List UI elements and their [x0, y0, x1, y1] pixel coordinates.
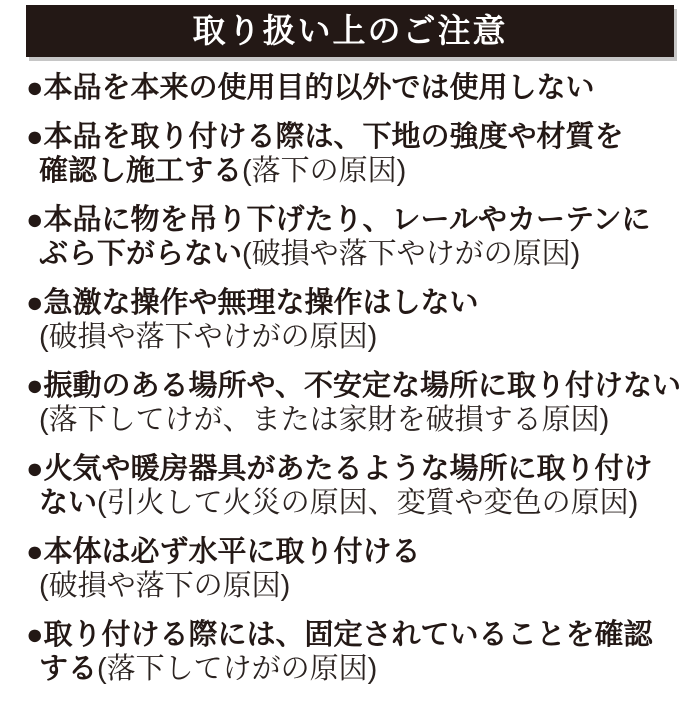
caution-cause-text: (破損や落下の原因) — [39, 570, 291, 602]
caution-item — [26, 120, 700, 188]
caution-item — [26, 203, 700, 271]
caution-line-2 — [26, 569, 700, 603]
caution-text-bold: 振動のある場所や、不安定な場所に取り付けない — [43, 370, 681, 402]
caution-line-2 — [26, 652, 700, 686]
page-title: 取り扱い上のご注意 — [192, 12, 508, 49]
caution-text-bold: 取り付ける際には、固定されていることを確認 — [43, 619, 653, 651]
caution-cause-text: (破損や落下やけがの原因) — [242, 238, 581, 270]
caution-item — [26, 618, 700, 686]
bullet-icon: ● — [26, 204, 44, 236]
bullet-icon: ● — [26, 453, 44, 485]
caution-line-1 — [26, 618, 700, 652]
caution-line-1 — [26, 203, 700, 237]
caution-text-bold: ない — [39, 487, 98, 519]
caution-line-1 — [26, 120, 700, 154]
caution-line-2 — [26, 320, 700, 354]
caution-line-2 — [26, 403, 700, 437]
bullet-icon: ● — [26, 536, 44, 568]
caution-text-bold: 本体は必ず水平に取り付ける — [43, 536, 421, 568]
caution-text-bold: 火気や暖房器具があたるような場所に取り付け — [43, 453, 653, 485]
caution-line-1 — [26, 369, 700, 403]
caution-cause-text: (落下してけが、または家財を破損する原因) — [39, 404, 610, 436]
bullet-icon: ● — [26, 121, 44, 153]
bullet-icon: ● — [26, 287, 44, 319]
caution-cause-text: (落下してけがの原因) — [97, 653, 378, 685]
caution-cause-text: (破損や落下やけがの原因) — [39, 321, 378, 353]
caution-item — [26, 286, 700, 354]
caution-line-1 — [26, 535, 700, 569]
caution-item — [26, 71, 700, 105]
bullet-icon: ● — [26, 370, 44, 402]
caution-item — [26, 452, 700, 520]
bullet-icon: ● — [26, 619, 44, 651]
caution-cause-text: (落下の原因) — [242, 155, 407, 187]
caution-text-bold: する — [39, 653, 98, 685]
caution-text-bold: 本品に物を吊り下げたり、レールやカーテンに — [43, 204, 651, 236]
caution-line-2 — [26, 237, 700, 271]
caution-cause-text: (引火して火災の原因、変質や変色の原因) — [97, 487, 639, 519]
bullet-icon: ● — [26, 72, 44, 104]
caution-line-2 — [26, 154, 700, 188]
caution-title-bar — [26, 5, 674, 57]
caution-item — [26, 535, 700, 603]
caution-text-bold: 本品を取り付ける際は、下地の強度や材質を — [43, 121, 624, 153]
caution-text-bold: 本品を本来の使用目的以外では使用しない — [43, 72, 595, 104]
caution-list — [26, 71, 700, 686]
caution-line-1 — [26, 71, 700, 105]
caution-text-bold: 確認し施工する — [39, 155, 243, 187]
caution-text-bold: 急激な操作や無理な操作はしない — [43, 287, 479, 319]
caution-line-2 — [26, 486, 700, 520]
caution-line-1 — [26, 286, 700, 320]
caution-text-bold: ぶら下がらない — [39, 238, 243, 270]
caution-line-1 — [26, 452, 700, 486]
caution-item — [26, 369, 700, 437]
